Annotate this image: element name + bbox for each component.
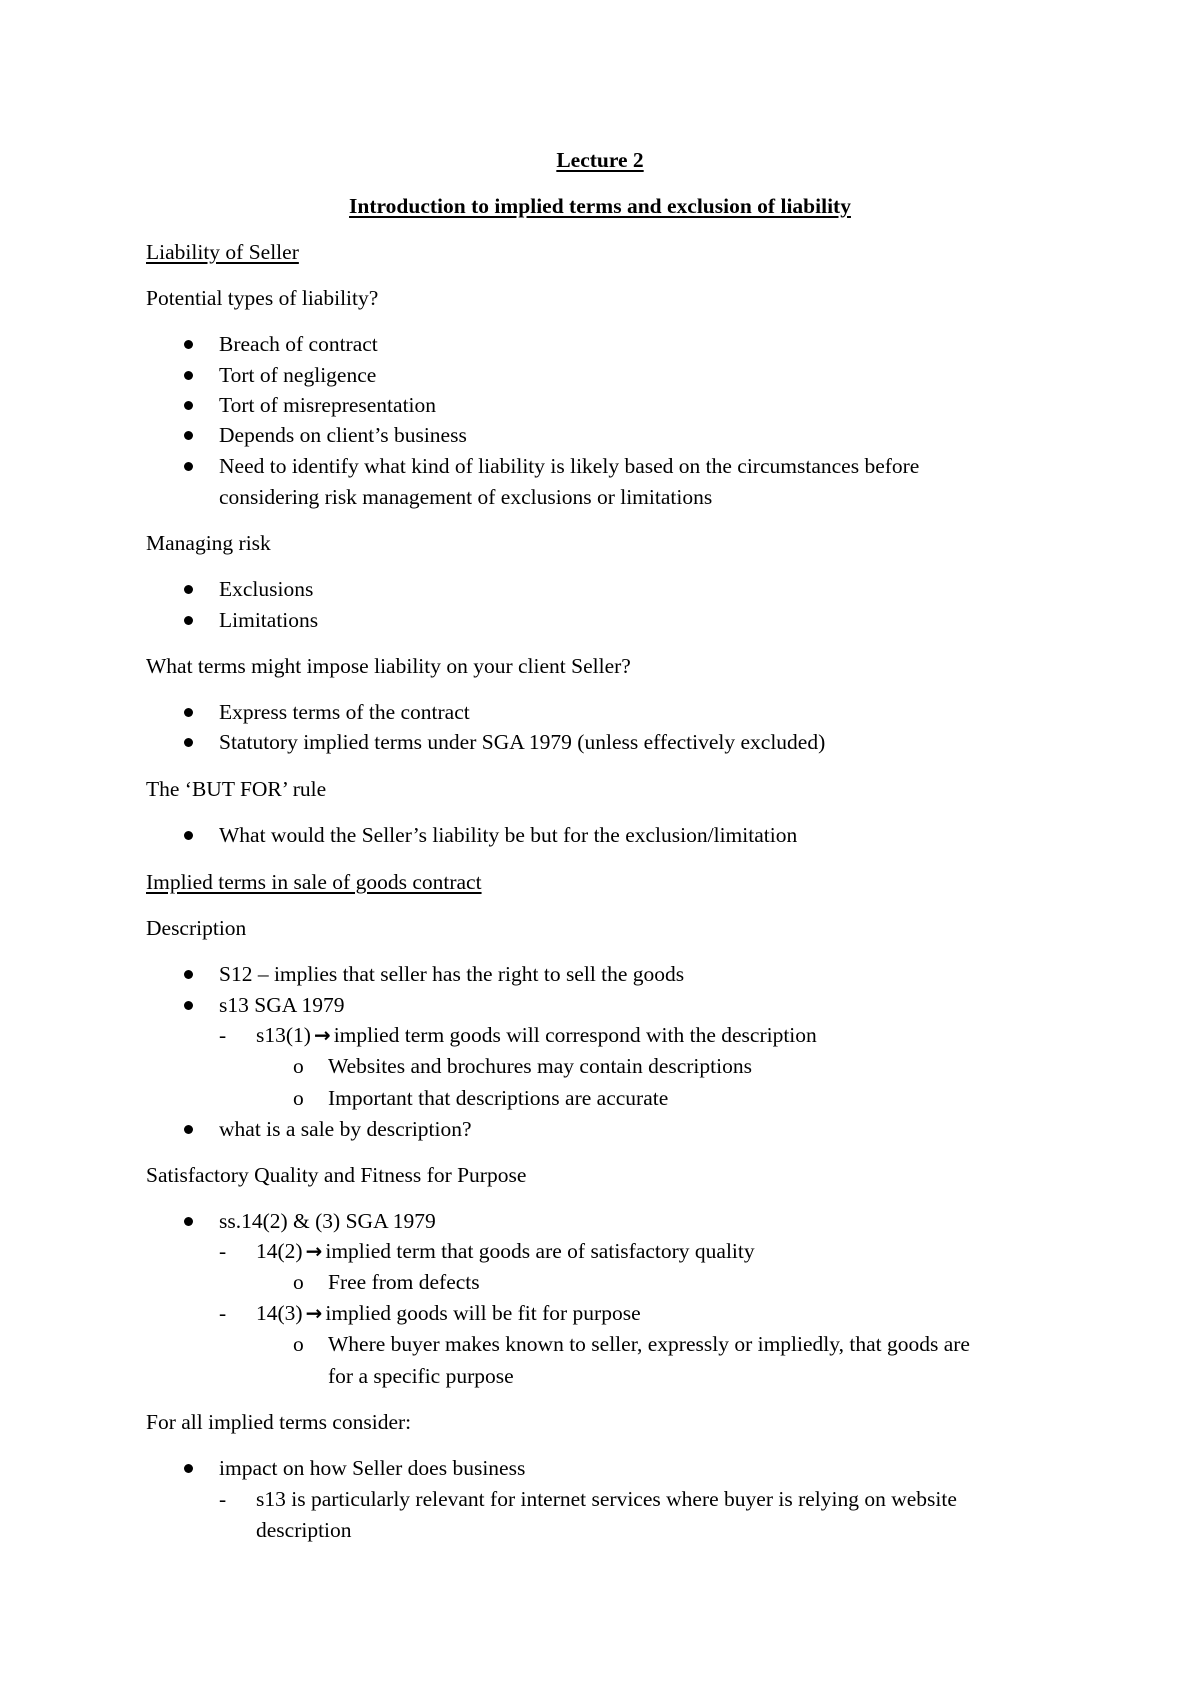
bullet-icon <box>184 585 193 594</box>
bullet-icon <box>184 1217 193 1226</box>
section-ref: 14(3) <box>256 1301 303 1325</box>
bullet-icon <box>184 462 193 471</box>
dash-marker: - <box>219 1487 227 1511</box>
circle-bullet-icon: o <box>293 1054 304 1078</box>
list-item: What would the Seller’s liability be but for the exclusion/limitation <box>219 823 798 847</box>
list-item <box>256 1241 755 1263</box>
bullet-icon <box>184 1001 193 1010</box>
bullet-icon <box>184 738 193 747</box>
list-item: Important that descriptions are accurate <box>328 1086 669 1110</box>
list-item: Statutory implied terms under SGA 1979 (unless effectively excluded) <box>219 730 826 754</box>
list-item: s13 is particularly relevant for internet services where buyer is relying on website <box>256 1487 957 1511</box>
list-item: Tort of misrepresentation <box>219 393 437 417</box>
arrow-right-icon: → <box>313 1023 331 1047</box>
dash-marker: - <box>219 1239 227 1263</box>
list-item-continuation: considering risk management of exclusions or limitations <box>219 485 713 509</box>
list-item: Express terms of the contract <box>219 700 470 724</box>
list-item: S12 – implies that seller has the right to sell the goods <box>219 962 685 986</box>
list-item: Breach of contract <box>219 332 378 356</box>
dash-marker: - <box>219 1023 227 1047</box>
bullet-icon <box>184 708 193 717</box>
section-heading-but-for-rule: The ‘BUT FOR’ rule <box>146 777 327 801</box>
list-item-continuation: description <box>256 1518 352 1542</box>
section-ref: 14(2) <box>256 1239 303 1263</box>
question-potential-liability: Potential types of liability? <box>146 286 379 310</box>
section-heading-implied-terms: Implied terms in sale of goods contract <box>146 870 482 894</box>
list-item: Tort of negligence <box>219 363 377 387</box>
list-item: Need to identify what kind of liability is likely based on the circumstances before <box>219 454 920 478</box>
section-ref: s13(1) <box>256 1023 311 1047</box>
bullet-icon <box>184 831 193 840</box>
list-item <box>256 1303 641 1325</box>
bullet-icon <box>184 1464 193 1473</box>
bullet-icon <box>184 371 193 380</box>
page-subtitle: Introduction to implied terms and exclusion of liability <box>349 194 851 218</box>
section-heading-managing-risk: Managing risk <box>146 531 271 555</box>
list-item-continuation: for a specific purpose <box>328 1364 514 1388</box>
section-heading-liability-of-seller: Liability of Seller <box>146 240 299 264</box>
page-title: Lecture 2 <box>556 148 644 172</box>
list-item: ss.14(2) & (3) SGA 1979 <box>219 1209 436 1233</box>
bullet-icon <box>184 970 193 979</box>
item-text: implied term goods will correspond with the description <box>333 1023 817 1047</box>
list-item: Depends on client’s business <box>219 423 467 447</box>
section-heading-terms: What terms might impose liability on your client Seller? <box>146 654 631 678</box>
circle-bullet-icon: o <box>293 1086 304 1110</box>
subheading-satisfactory-quality: Satisfactory Quality and Fitness for Purpose <box>146 1163 527 1187</box>
bullet-icon <box>184 616 193 625</box>
bullet-icon <box>184 340 193 349</box>
subheading-all-implied-terms: For all implied terms consider: <box>146 1410 412 1434</box>
arrow-right-icon: → <box>305 1301 323 1325</box>
list-item: impact on how Seller does business <box>219 1456 526 1480</box>
list-item: what is a sale by description? <box>219 1117 472 1141</box>
dash-marker: - <box>219 1301 227 1325</box>
list-item: Free from defects <box>328 1270 480 1294</box>
list-item: Websites and brochures may contain descriptions <box>328 1054 752 1078</box>
bullet-icon <box>184 401 193 410</box>
circle-bullet-icon: o <box>293 1332 304 1356</box>
list-item: Limitations <box>219 608 319 632</box>
list-item: Where buyer makes known to seller, expressly or impliedly, that goods are <box>328 1332 970 1356</box>
list-item: Exclusions <box>219 577 314 601</box>
arrow-right-icon: → <box>305 1239 323 1263</box>
list-item <box>256 1025 817 1047</box>
list-item: s13 SGA 1979 <box>219 993 345 1017</box>
subheading-description: Description <box>146 916 247 940</box>
bullet-icon <box>184 431 193 440</box>
bullet-icon <box>184 1125 193 1134</box>
item-text: implied term that goods are of satisfactory quality <box>325 1239 755 1263</box>
circle-bullet-icon: o <box>293 1270 304 1294</box>
item-text: implied goods will be fit for purpose <box>325 1301 641 1325</box>
